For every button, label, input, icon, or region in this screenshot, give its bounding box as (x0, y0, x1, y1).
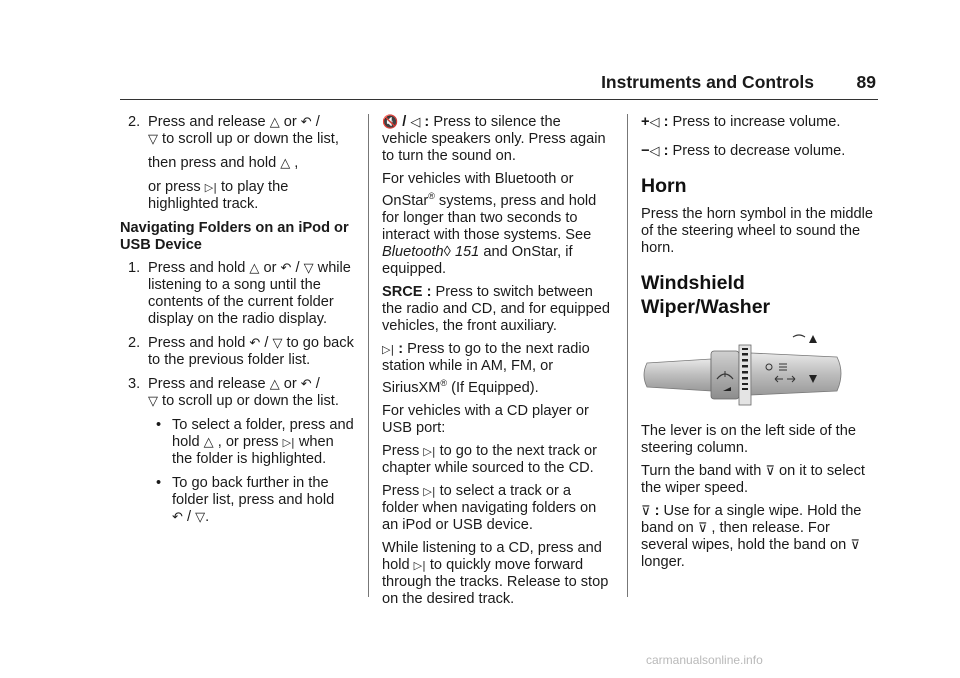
paragraph: The lever is on the left side of the steering column. (641, 423, 856, 456)
page-number: 89 (856, 72, 876, 92)
triangle-down-icon: ▽ (148, 394, 158, 409)
column-left (120, 114, 356, 533)
seek-next-icon: ▷| (423, 484, 436, 498)
paragraph: Press ▷| to select a track or a folder when navigating folders on an iPod or USB device. (382, 482, 597, 533)
paragraph: SRCE : Press to switch between the radio and CD, and for equipped vehicles, the front auxiliary. (382, 283, 610, 334)
triangle-down-icon: ▽ (195, 510, 206, 525)
list-item: 1. Press and hold △ or ↶ / ▽ while listening to a song until the contents of the current folder display on the radio display. (128, 260, 351, 327)
paragraph: While listening to a CD, press and hold ▷| to quickly move forward through the tracks. Release to stop on the desired track. (382, 539, 609, 607)
wide-triangle-up-icon: △ (269, 377, 280, 392)
column-right (641, 114, 879, 577)
seek-next-icon: ▷| (423, 444, 436, 458)
subheading: Navigating Folders on an iPod or USB Device (120, 220, 349, 253)
list-item: 2. Press and hold ↶ / ▽ to go back to the previous folder list. (128, 335, 354, 368)
heading-wiper: Windshield Wiper/Washer (641, 272, 771, 318)
wiper-mist-icon: ⊽ (697, 521, 708, 536)
page-ref-icon: ◊ (443, 243, 451, 260)
page-header (120, 70, 878, 100)
seek-next-icon: ▷| (282, 436, 295, 449)
paragraph: Press ▷| to go to the next track or chapter while sourced to the CD. (382, 442, 597, 476)
paragraph: ⊽ : Use for a single wipe. Hold the band on ⊽ , then release. For several wipes, hold the band on ⊽ longer. (641, 503, 862, 570)
paragraph: ▷| : Press to go to the next radio station while in AM, FM, or SiriusXM® (If Equipped). (382, 340, 590, 396)
column-divider (368, 114, 369, 597)
seek-next-icon: ▷| (382, 342, 395, 356)
list-item: • To select a folder, press and hold △ , or press ▷| when the folder is highlighted. (156, 417, 354, 467)
page-ref[interactable]: 151 (450, 243, 480, 260)
folder-back-icon: ↶ (280, 261, 292, 276)
list-item: 3. Press and release △ or ↶ / ▽ to scroll up or down the list. (128, 376, 339, 409)
triangle-down-icon: ▽ (303, 261, 314, 276)
wiper-mist-icon: ⊽ (850, 538, 860, 553)
watermark: carmanualsonline.info (646, 653, 763, 667)
paragraph: For vehicles with Bluetooth or OnStar® systems, press and hold for longer than two seconds to interact with those systems. See Bluetooth◊ 151 and OnStar, if equipped. (382, 171, 597, 277)
list-item: or press ▷| to play the highlighted track. (148, 179, 289, 212)
section-title: Instruments and Controls (601, 72, 814, 92)
seek-next-icon: ▷| (204, 181, 217, 194)
triangle-down-icon: ▽ (272, 336, 283, 351)
mute-icon: 🔇 (382, 115, 399, 130)
list-item: then press and hold △ , (148, 155, 299, 171)
folder-back-icon: ↶ (249, 336, 261, 351)
paragraph: −◁ : Press to decrease volume. (641, 143, 846, 159)
wide-triangle-up-icon: △ (249, 261, 260, 276)
wiper-lever-illustration (641, 333, 853, 409)
seek-next-icon: ▷| (413, 558, 426, 572)
column-divider (627, 114, 628, 597)
list-item: • To go back further in the folder list, press and hold ↶ / ▽. (156, 475, 335, 525)
volume-icon: ◁ (410, 115, 421, 130)
wide-triangle-up-icon: △ (269, 115, 280, 130)
wiper-mist-icon: ⊽ (641, 504, 651, 519)
cross-reference-link[interactable]: Bluetooth (382, 243, 444, 260)
wide-triangle-up-icon: △ (280, 156, 291, 171)
volume-icon: ◁ (649, 144, 660, 159)
folder-back-icon: ↶ (300, 115, 312, 130)
wiper-mist-icon: ⊽ (765, 464, 775, 479)
column-middle (382, 114, 610, 614)
heading-horn: Horn (641, 175, 687, 197)
paragraph: Turn the band with ⊽ on it to select the wiper speed. (641, 463, 865, 496)
list-item: 2. Press and release △ or ↶ / ▽ to scroll up or down the list, (128, 114, 339, 147)
folder-back-icon: ↶ (300, 377, 312, 392)
folder-back-icon: ↶ (172, 510, 183, 525)
paragraph: +◁ : Press to increase volume. (641, 114, 841, 130)
paragraph: For vehicles with a CD player or USB port: (382, 402, 589, 436)
volume-icon: ◁ (649, 115, 660, 130)
triangle-down-icon: ▽ (148, 132, 158, 147)
wide-triangle-up-icon: △ (203, 435, 214, 450)
paragraph: Press the horn symbol in the middle of the steering wheel to sound the horn. (641, 206, 873, 256)
paragraph: 🔇 / ◁ : Press to silence the vehicle speakers only. Press again to turn the sound on. (382, 114, 606, 164)
